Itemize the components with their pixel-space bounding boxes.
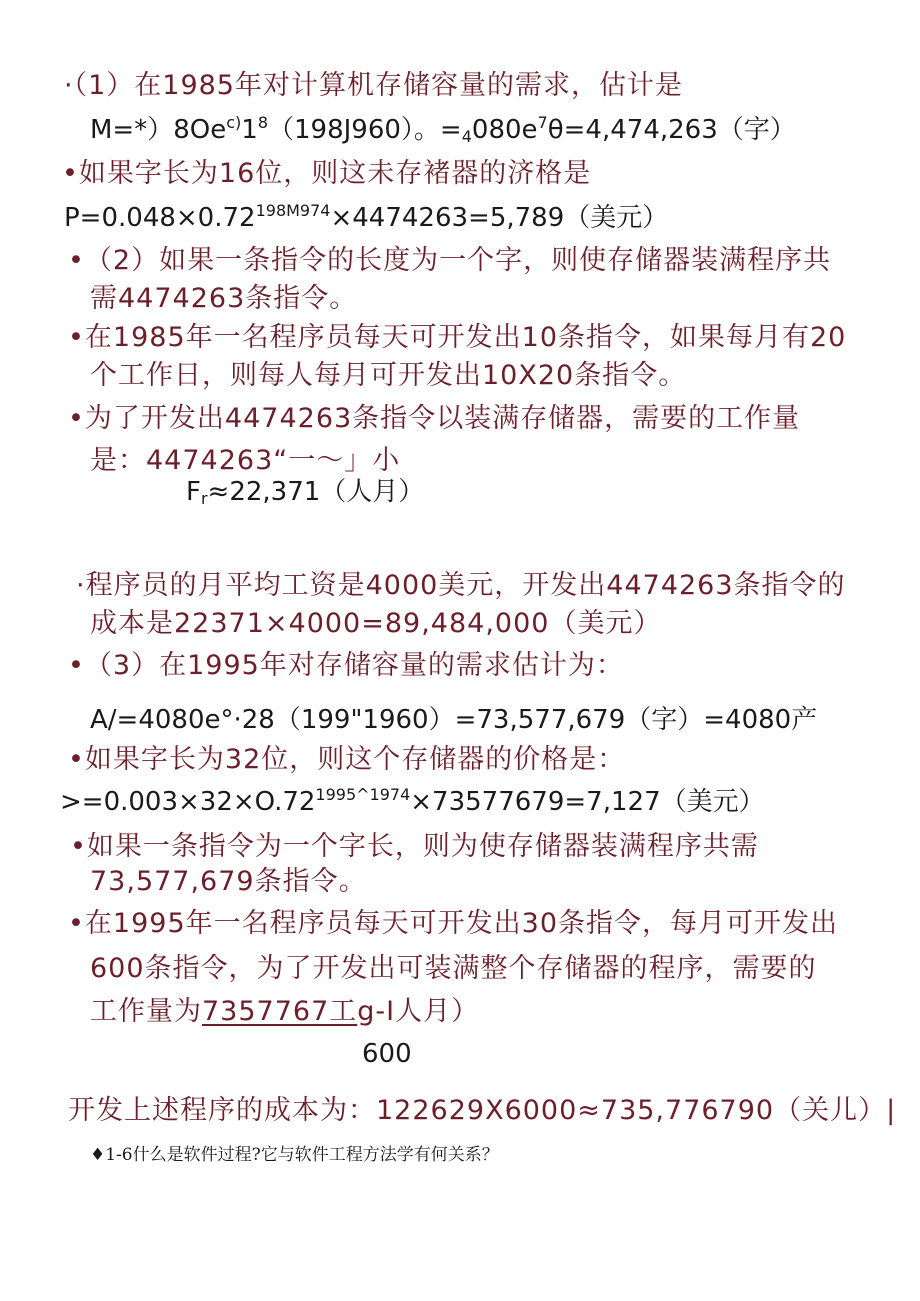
formula-part: >=0.003×32×O.72 — [60, 787, 316, 817]
question-1-6: ♦1-6什么是软件过程?它与软件工程方法学有何关系？ — [90, 1145, 499, 1165]
item-1-heading: ·（1）在1985年对计算机存储容量的需求，估计是 — [64, 70, 683, 101]
instructions-1995-line-2: 73,577,679条指令。 — [90, 866, 367, 897]
formula-sup: 1995^1974 — [315, 785, 411, 804]
fraction-numerator: 7357767工 — [202, 996, 358, 1027]
fraction-denominator: 600 — [362, 1039, 412, 1069]
formula-part: ≈22,371（人月） — [207, 477, 425, 507]
formula-sub: r — [200, 489, 208, 508]
formula-price-1995 — [60, 785, 765, 817]
formula-1985-capacity — [90, 113, 796, 146]
item-2-line-2: 需4474263条指令。 — [90, 283, 358, 314]
programmer-1995-line-1: •在1995年一名程序员每天可开发出30条指令，每月可开发出 — [68, 908, 838, 939]
programmer-1985-line-1: •在1985年一名程序员每天可开发出10条指令，如果每月有20 — [68, 322, 847, 353]
formula-part: 1 — [241, 115, 258, 145]
text-part: g-I人月） — [357, 996, 480, 1027]
text-part: 工作量为 — [90, 996, 202, 1027]
item-3-heading: •（3）在1995年对存储容量的需求估计为： — [68, 650, 624, 681]
formula-part: ×73577679=7,127（美元） — [410, 787, 765, 817]
salary-line-1: ·程序员的月平均工资是4000美元，开发出4474263条指令的 — [76, 570, 846, 601]
programmer-1995-line-3 — [90, 998, 479, 1025]
formula-part: ×4474263=5,789（美元） — [330, 203, 669, 233]
formula-sup: 8 — [257, 113, 269, 132]
programmer-1995-line-2: 600条指令，为了开发出可装满整个存储器的程序，需要的 — [90, 953, 817, 984]
word-length-16: •如果字长为16位，则这未存褚器的济格是 — [62, 158, 592, 189]
formula-part: 080e — [471, 115, 538, 145]
workload-line-2: 是：4474263“一～」小 — [90, 445, 401, 476]
workload-line-1: •为了开发出4474263条指令以装满存储器，需要的工作量 — [68, 403, 801, 434]
formula-part: P=0.048×0.72 — [64, 203, 256, 233]
formula-sup: 7 — [537, 113, 548, 132]
salary-line-2: 成本是22371×4000=89,484,000（美元） — [90, 608, 662, 639]
formula-part: M=*）8Oe — [90, 115, 227, 145]
formula-sup: 198M974 — [255, 201, 331, 220]
programmer-1985-line-2: 个工作日，则每人每月可开发出10X20条指令。 — [90, 360, 687, 391]
formula-price-1985 — [64, 201, 669, 233]
formula-sub: 4 — [461, 127, 472, 146]
formula-sup: c) — [226, 113, 242, 132]
development-cost: 开发上述程序的成本为：122629X6000≈735,776790（关儿）| — [68, 1095, 897, 1126]
formula-part: F — [186, 477, 201, 507]
formula-1995-capacity: A/=4080e°·28（199"1960）=73,577,679（字）=4080产 — [90, 705, 818, 735]
formula-part: （198J960）。= — [268, 115, 462, 145]
word-length-32: •如果字长为32位，则这个存储器的价格是： — [68, 744, 626, 775]
workload-result — [186, 477, 425, 508]
instructions-1995-line-1: •如果一条指令为一个字长，则为使存储器装满程序共需 — [70, 831, 759, 862]
formula-part: θ=4,474,263（字） — [547, 115, 796, 145]
item-2-line-1: •（2）如果一条指令的长度为一个字，则使存储器装满程序共 — [68, 245, 832, 276]
